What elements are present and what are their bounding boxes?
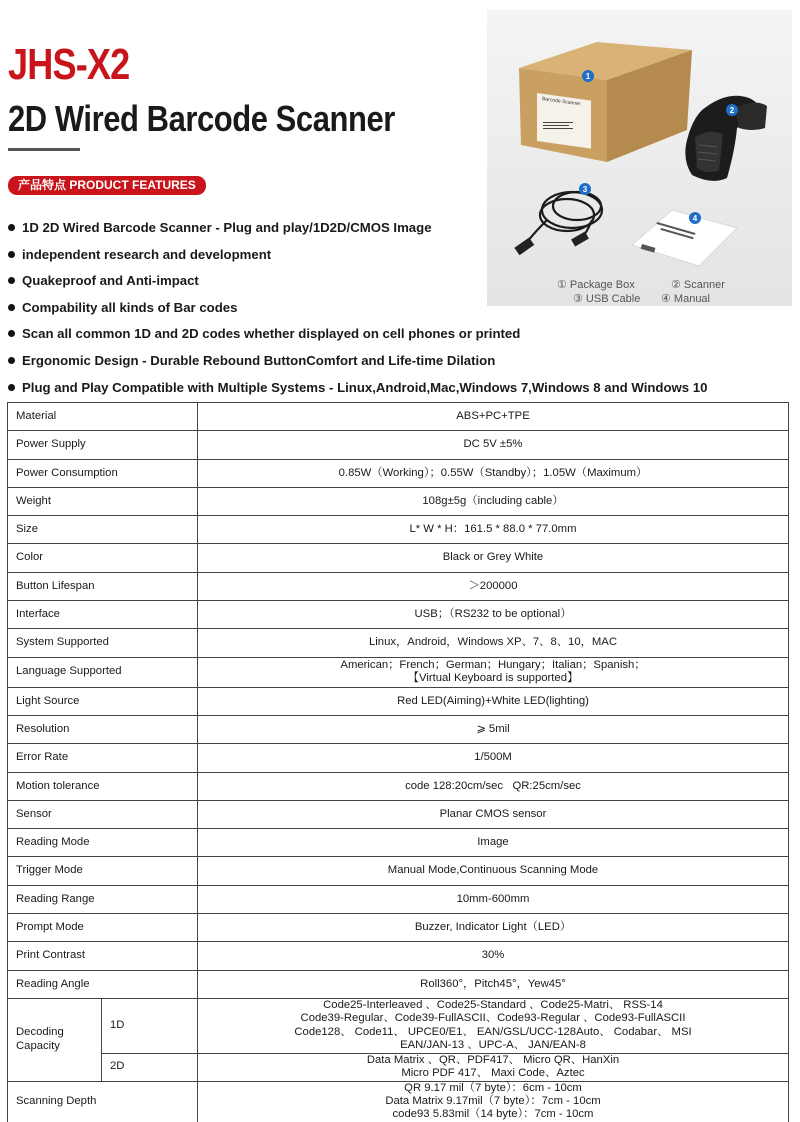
svg-text:3: 3: [582, 185, 588, 194]
spec-value-line: Code39-Regular、Code39-FullASCII、Code93-Regular 、Code93-FullASCII: [300, 1012, 686, 1025]
spec-label: Reading Mode: [8, 829, 198, 857]
spec-label: Motion tolerance: [8, 772, 198, 800]
spec-label: Power Consumption: [8, 459, 198, 487]
product-photo: [487, 10, 792, 306]
feature-item: 1D 2D Wired Barcode Scanner - Plug and play/1D2D/CMOS Image: [8, 218, 707, 245]
spec-value: DC 5V ±5%: [198, 431, 789, 459]
spec-label: Button Lifespan: [8, 572, 198, 600]
feature-item: Compability all kinds of Bar codes: [8, 298, 707, 325]
spec-value: Manual Mode,Continuous Scanning Mode: [198, 857, 789, 885]
decoding-label: [8, 998, 102, 1081]
table-row: [8, 885, 789, 913]
model-title: JHS-X2: [8, 40, 130, 89]
spec-label: Size: [8, 516, 198, 544]
spec-value: 10mm-600mm: [198, 885, 789, 913]
spec-value: Linux，Android，Windows XP、7、8、10，MAC: [198, 629, 789, 657]
spec-table: [7, 402, 789, 1122]
table-row: [8, 1081, 789, 1122]
spec-value-line: Micro PDF 417、 Maxi Code、Aztec: [401, 1067, 585, 1080]
spec-label: Material: [8, 403, 198, 431]
spec-value: [198, 657, 789, 687]
spec-value-line: EAN/JAN-13 、UPC-A、 JAN/EAN-8: [400, 1039, 586, 1052]
decoding-2d-label: 2D: [102, 1053, 198, 1081]
spec-value: 108g±5g（including cable）: [198, 487, 789, 515]
table-row: [8, 970, 789, 998]
feature-item: Plug and Play Compatible with Multiple Systems - Linux,Android,Mac,Windows 7,Windows 8 and Windows 10: [8, 378, 707, 405]
package-contents-illustration: [487, 10, 792, 306]
spec-label: Print Contrast: [8, 942, 198, 970]
spec-value: 0.85W（Working）；0.55W（Standby）；1.05W（Maximum）: [198, 459, 789, 487]
table-row: [8, 629, 789, 657]
spec-value: Roll360°，Pitch45°，Yew45°: [198, 970, 789, 998]
table-row: [8, 1053, 789, 1081]
spec-value-line: Data Matrix 、QR、PDF417、 Micro QR、HanXin: [366, 1053, 620, 1066]
spec-label: Interface: [8, 601, 198, 629]
spec-label: Trigger Mode: [8, 857, 198, 885]
box-label-text: Barcode Scanner: [541, 96, 581, 108]
spec-label: Power Supply: [8, 431, 198, 459]
table-row: [8, 772, 789, 800]
spec-value: 30%: [198, 942, 789, 970]
features-badge: 产品特点 PRODUCT FEATURES: [8, 176, 206, 195]
spec-label: Reading Angle: [8, 970, 198, 998]
spec-value-line: QR 9.17 mil（7 byte）：6cm - 10cm: [404, 1081, 582, 1094]
caption-package-box: ① Package Box: [557, 279, 635, 291]
spec-value: 1/500M: [198, 744, 789, 772]
spec-value: code 128:20cm/sec QR:25cm/sec: [198, 772, 789, 800]
table-row: [8, 431, 789, 459]
svg-text:4: 4: [692, 214, 698, 223]
spec-value-line: Data Matrix 9.17mil（7 byte）：7cm - 10cm: [385, 1094, 601, 1107]
spec-value-line: American；French；German；Hungary；Italian；Spanish；: [340, 658, 646, 671]
spec-value-line: Code25-Interleaved 、Code25-Standard 、Code25-Matri、 RSS-14: [323, 998, 663, 1011]
table-row: [8, 800, 789, 828]
decoding-label-line: Decoding: [16, 1026, 64, 1039]
table-row: [8, 657, 789, 687]
decoding-1d-label: 1D: [102, 998, 198, 1053]
table-row: [8, 403, 789, 431]
table-row: [8, 572, 789, 600]
spec-value-line: Code128、 Code11、 UPCE0/E1、 EAN/GSL/UCC-128Auto、 Codabar、 MSI: [294, 1025, 692, 1038]
table-row: [8, 601, 789, 629]
feature-item: Quakeproof and Anti-impact: [8, 271, 707, 298]
page-title: 2D Wired Barcode Scanner: [8, 98, 395, 139]
spec-label: Sensor: [8, 800, 198, 828]
spec-value-line: 【Virtual Keyboard is supported】: [407, 672, 579, 685]
spec-label: System Supported: [8, 629, 198, 657]
table-row: [8, 715, 789, 743]
table-row: [8, 914, 789, 942]
spec-label: Color: [8, 544, 198, 572]
spec-value: Red LED(Aiming)+White LED(lighting): [198, 687, 789, 715]
decoding-label-line: Capacity: [16, 1039, 60, 1052]
table-row: [8, 459, 789, 487]
spec-label: Reading Range: [8, 885, 198, 913]
feature-item: Scan all common 1D and 2D codes whether displayed on cell phones or printed: [8, 324, 707, 351]
spec-value: ABS+PC+TPE: [198, 403, 789, 431]
table-row: [8, 998, 789, 1053]
table-row: [8, 857, 789, 885]
spec-value: USB；（RS232 to be optional）: [198, 601, 789, 629]
decoding-1d-value: [198, 998, 789, 1053]
caption-usb-cable: ③ USB Cable: [573, 293, 641, 305]
scanning-depth-value: [198, 1081, 789, 1122]
table-row: [8, 942, 789, 970]
spec-label: Light Source: [8, 687, 198, 715]
svg-text:2: 2: [729, 106, 735, 115]
spec-value: ⩾ 5mil: [198, 715, 789, 743]
spec-label: Prompt Mode: [8, 914, 198, 942]
table-row: [8, 744, 789, 772]
table-row: [8, 544, 789, 572]
svg-text:1: 1: [585, 72, 591, 81]
spec-value: L* W * H：161.5 * 88.0 * 77.0mm: [198, 516, 789, 544]
table-row: [8, 687, 789, 715]
table-row: [8, 829, 789, 857]
table-row: [8, 487, 789, 515]
spec-label: Scanning Depth: [8, 1081, 198, 1122]
spec-value-line: code93 5.83mil（14 byte）：7cm - 10cm: [392, 1108, 594, 1121]
spec-value: Image: [198, 829, 789, 857]
spec-label: Error Rate: [8, 744, 198, 772]
caption-scanner: ② Scanner: [671, 279, 725, 291]
feature-item: Ergonomic Design - Durable Rebound ButtonComfort and Life-time Dilation: [8, 351, 707, 378]
feature-item: independent research and development: [8, 245, 707, 272]
table-row: [8, 516, 789, 544]
spec-label: Weight: [8, 487, 198, 515]
spec-value: Planar CMOS sensor: [198, 800, 789, 828]
spec-value: ＞200000: [198, 572, 789, 600]
spec-label: Language Supported: [8, 657, 198, 687]
spec-value: Buzzer, Indicator Light（LED）: [198, 914, 789, 942]
spec-value: Black or Grey White: [198, 544, 789, 572]
caption-manual: ④ Manual: [661, 293, 710, 305]
decoding-2d-value: [198, 1053, 789, 1081]
spec-label: Resolution: [8, 715, 198, 743]
title-underline: [8, 148, 80, 151]
